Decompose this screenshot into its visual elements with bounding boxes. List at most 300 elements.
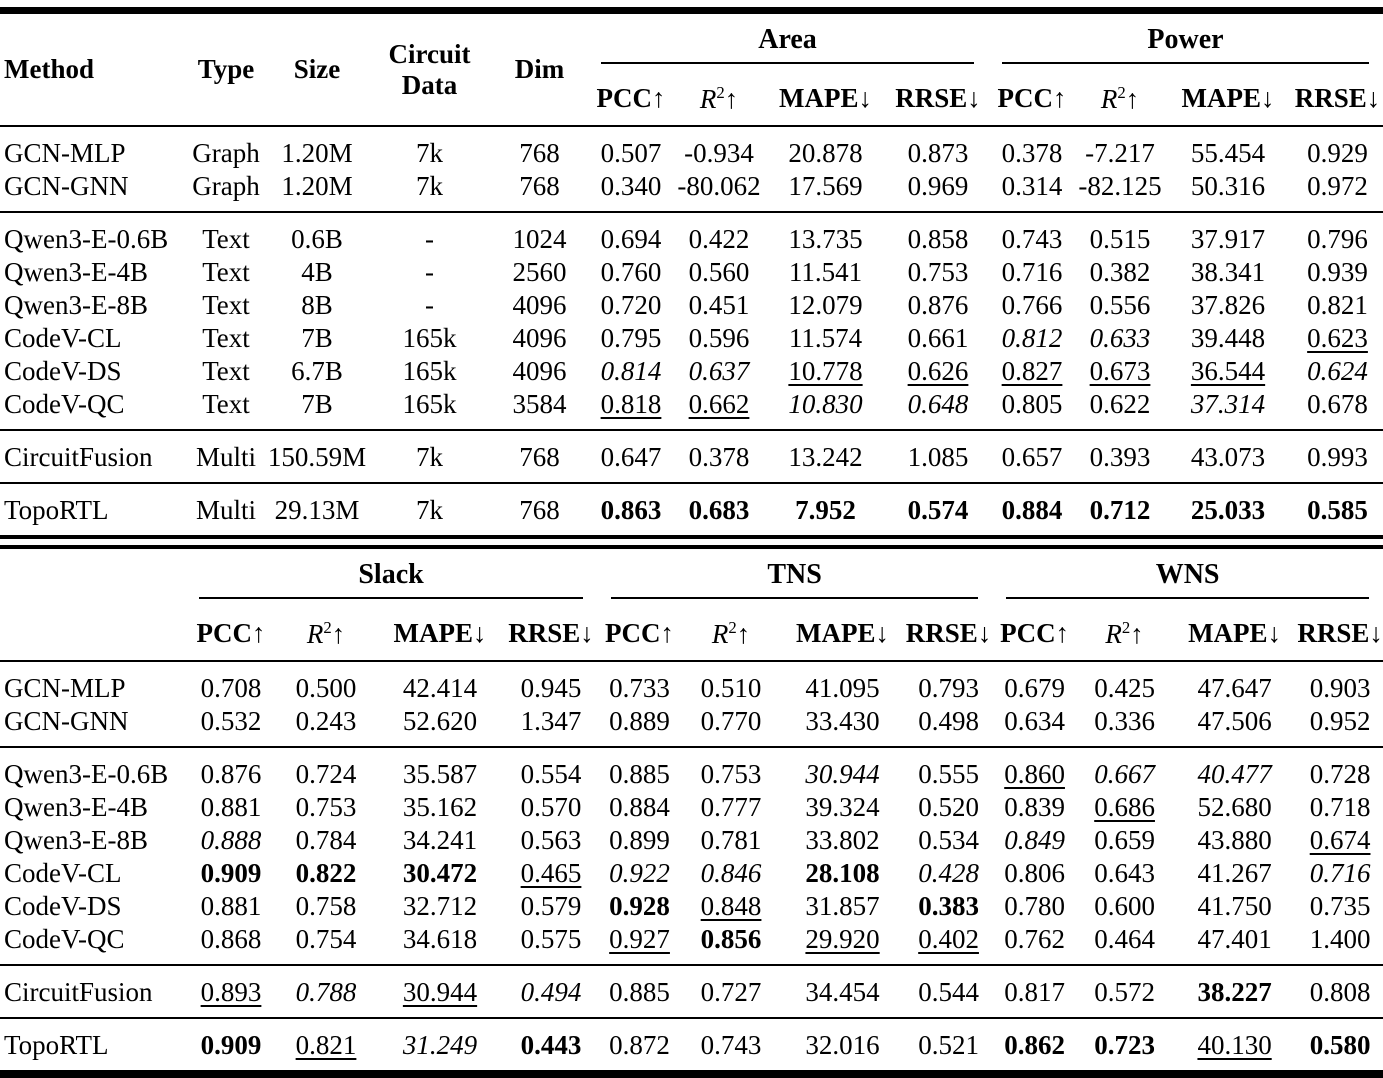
value-cell: 0.862: [1004, 1030, 1065, 1060]
value-cell: 0.758: [295, 891, 357, 921]
value-cell: 0.939: [1307, 257, 1368, 287]
type-cell: Multi: [195, 442, 256, 472]
value-cell: 10.830: [788, 389, 863, 419]
value-cell: 0.637: [688, 356, 750, 386]
value-cell: 39.324: [805, 792, 880, 822]
value-cell: 0.814: [600, 356, 662, 386]
value-cell: 41.750: [1197, 891, 1272, 921]
value-cell: 47.647: [1197, 673, 1272, 703]
up-arrow-icon: ↑: [1053, 83, 1067, 113]
value-cell: 0.683: [688, 495, 750, 525]
value-cell: 0.556: [1089, 290, 1151, 320]
value-cell: 0.780: [1004, 891, 1065, 921]
metric-header-pcc: PCC↑: [605, 618, 675, 648]
method-cell: CodeV-QC: [4, 924, 125, 954]
value-cell: 0.909: [200, 1030, 262, 1060]
value-cell: 20.878: [788, 138, 863, 168]
up-arrow-icon: ↑: [652, 83, 666, 113]
value-cell: 11.574: [788, 323, 863, 353]
value-cell: 0.903: [1309, 673, 1371, 703]
type-cell: Text: [202, 257, 250, 287]
value-cell: 0.993: [1307, 442, 1368, 472]
value-cell: 0.812: [1001, 323, 1063, 353]
method-cell: Qwen3-E-8B: [4, 290, 148, 320]
value-cell: 0.927: [609, 924, 670, 954]
value-cell: 0.754: [295, 924, 357, 954]
value-cell: 0.863: [600, 495, 662, 525]
value-cell: 0.243: [295, 706, 357, 736]
method-cell: Qwen3-E-0.6B: [4, 759, 169, 789]
metric-header-r: $R^2↑$: [306, 617, 346, 649]
value-cell: 29.920: [805, 924, 880, 954]
table-row: [0, 212, 1383, 256]
value-cell: 0.555: [918, 759, 979, 789]
value-cell: 0.521: [918, 1030, 979, 1060]
value-cell: 41.267: [1197, 858, 1272, 888]
method-cell: CodeV-CL: [4, 858, 122, 888]
value-cell: 0.402: [918, 924, 979, 954]
value-cell: -7.217: [1085, 138, 1155, 168]
row-group: [0, 212, 1383, 430]
type-cell: Text: [202, 356, 250, 386]
value-cell: 0.378: [688, 442, 750, 472]
metric-header-mape: MAPE↓: [796, 618, 890, 648]
table-slack-tns-wns: [0, 549, 1383, 1070]
metric-header-pcc: PCC↑: [196, 618, 266, 648]
value-cell: 0.662: [688, 389, 750, 419]
method-cell: GCN-MLP: [4, 138, 126, 168]
row-group: [0, 747, 1383, 965]
value-cell: 0.532: [200, 706, 262, 736]
value-cell: 0.500: [295, 673, 357, 703]
value-cell: 0.952: [1309, 706, 1371, 736]
value-cell: 0.839: [1004, 792, 1065, 822]
value-cell: 50.316: [1190, 171, 1266, 201]
value-cell: 0.686: [1094, 792, 1155, 822]
metric-header-rrse: RRSE↓: [895, 83, 981, 113]
size-cell: 4B: [301, 257, 333, 287]
up-arrow-icon: ↑: [252, 618, 266, 648]
value-cell: 0.760: [600, 257, 662, 287]
value-cell: 0.808: [1309, 977, 1371, 1007]
value-cell: 0.888: [200, 825, 262, 855]
dim-cell: 4096: [512, 290, 567, 320]
table1-group-header-row: [0, 14, 1383, 72]
circuit-data-line2: Data: [401, 69, 458, 100]
table2-metric-header-row: [0, 607, 1383, 661]
value-cell: 0.889: [609, 706, 670, 736]
value-cell: 0.881: [200, 891, 262, 921]
row-group: [0, 430, 1383, 483]
value-cell: 0.443: [520, 1030, 582, 1060]
value-cell: 0.733: [609, 673, 670, 703]
value-cell: 0.575: [520, 924, 582, 954]
value-cell: 0.520: [918, 792, 979, 822]
value-cell: 0.657: [1001, 442, 1063, 472]
slack-group-label: Slack: [199, 557, 583, 599]
value-cell: 0.909: [200, 858, 262, 888]
size-cell: 1.20M: [281, 138, 353, 168]
type-cell: Text: [202, 224, 250, 254]
value-cell: 0.720: [600, 290, 662, 320]
value-cell: 37.917: [1190, 224, 1266, 254]
table-row: [0, 289, 1383, 322]
up-arrow-icon: ↑: [660, 618, 675, 648]
method-cell: CodeV-CL: [4, 323, 122, 353]
value-cell: 0.743: [1001, 224, 1063, 254]
value-cell: 0.884: [1001, 495, 1063, 525]
power-group-label: Power: [1002, 22, 1369, 64]
value-cell: 0.818: [600, 389, 662, 419]
method-cell: CodeV-DS: [4, 891, 122, 921]
value-cell: 1.347: [520, 706, 582, 736]
table-separator-double-rule: [0, 535, 1383, 549]
value-cell: 0.735: [1309, 891, 1371, 921]
value-cell: 0.743: [700, 1030, 762, 1060]
row-group: [0, 126, 1383, 212]
up-arrow-icon: ↑: [1125, 83, 1140, 114]
value-cell: 11.541: [788, 257, 863, 287]
row-group: [0, 1018, 1383, 1070]
value-cell: 0.422: [688, 224, 750, 254]
table-row: [0, 857, 1383, 890]
value-cell: 40.130: [1197, 1030, 1272, 1060]
group-header-power: [988, 14, 1383, 72]
top-rule: [0, 7, 1383, 14]
value-cell: 0.881: [200, 792, 262, 822]
value-cell: 0.781: [700, 825, 762, 855]
value-cell: 0.821: [295, 1030, 357, 1060]
value-cell: 28.108: [805, 858, 880, 888]
value-cell: 47.401: [1197, 924, 1272, 954]
circuit-data-cell: -: [425, 224, 434, 254]
value-cell: 38.341: [1190, 257, 1266, 287]
value-cell: 31.249: [402, 1030, 478, 1060]
circuit-data-cell: 165k: [402, 323, 457, 353]
value-cell: 0.876: [907, 290, 969, 320]
value-cell: 7.952: [795, 495, 856, 525]
size-cell: 29.13M: [274, 495, 360, 525]
table-row: [0, 483, 1383, 535]
dim-cell: 4096: [512, 323, 567, 353]
value-cell: 0.708: [200, 673, 262, 703]
down-arrow-icon: ↓: [858, 83, 872, 113]
table-row: [0, 747, 1383, 791]
value-cell: 0.679: [1004, 673, 1065, 703]
value-cell: 0.678: [1307, 389, 1368, 419]
size-cell: 8B: [301, 290, 333, 320]
value-cell: 34.618: [402, 924, 478, 954]
value-cell: 10.778: [788, 356, 863, 386]
down-arrow-icon: ↓: [1366, 83, 1381, 113]
value-cell: -0.934: [684, 138, 754, 168]
bottom-rule: [0, 1070, 1383, 1078]
group-header-slack: [185, 549, 597, 607]
value-cell: 30.944: [805, 759, 880, 789]
value-cell: 0.885: [609, 977, 670, 1007]
table-area-power: [0, 14, 1383, 535]
value-cell: 0.777: [700, 792, 762, 822]
value-cell: 0.498: [918, 706, 979, 736]
down-arrow-icon: ↓: [875, 618, 890, 648]
value-cell: 0.648: [907, 389, 969, 419]
col-header-type: Type: [197, 54, 255, 84]
value-cell: 0.793: [918, 673, 979, 703]
value-cell: 0.674: [1309, 825, 1371, 855]
type-cell: Graph: [192, 138, 260, 168]
value-cell: 34.241: [402, 825, 478, 855]
value-cell: 13.735: [788, 224, 863, 254]
value-cell: 0.724: [295, 759, 357, 789]
table-row: [0, 322, 1383, 355]
circuit-data-cell: 7k: [416, 442, 443, 472]
table-row: [0, 661, 1383, 705]
value-cell: 0.716: [1001, 257, 1063, 287]
circuit-data-cell: -: [425, 290, 434, 320]
table-row: [0, 388, 1383, 430]
value-cell: 0.899: [609, 825, 670, 855]
value-cell: 0.622: [1089, 389, 1151, 419]
down-arrow-icon: ↓: [1261, 83, 1275, 113]
table-row: [0, 890, 1383, 923]
method-cell: TopoRTL: [4, 1030, 109, 1060]
value-cell: 42.414: [402, 673, 478, 703]
value-cell: 0.694: [600, 224, 662, 254]
metric-header-mape: MAPE↓: [1181, 83, 1275, 113]
value-cell: 0.860: [1004, 759, 1065, 789]
metric-header-rrse: RRSE↓: [508, 618, 594, 648]
value-cell: 0.822: [295, 858, 357, 888]
circuit-data-cell: 165k: [402, 356, 457, 386]
value-cell: 13.242: [788, 442, 863, 472]
table-row: [0, 824, 1383, 857]
table-row: [0, 965, 1383, 1018]
value-cell: 0.643: [1094, 858, 1155, 888]
circuit-data-cell: 7k: [416, 171, 443, 201]
area-group-label: Area: [601, 22, 974, 64]
value-cell: 37.826: [1190, 290, 1266, 320]
up-arrow-icon: ↑: [1055, 618, 1070, 648]
down-arrow-icon: ↓: [1369, 618, 1383, 648]
up-arrow-icon: ↑: [1130, 618, 1144, 649]
value-cell: 0.314: [1001, 171, 1063, 201]
value-cell: 0.673: [1089, 356, 1151, 386]
value-cell: 0.872: [609, 1030, 670, 1060]
up-arrow-icon: ↑: [331, 618, 346, 649]
metric-header-r: $R^2↑$: [1105, 617, 1144, 649]
table-row: [0, 1018, 1383, 1070]
dim-cell: 1024: [512, 224, 567, 254]
value-cell: 36.544: [1190, 356, 1266, 386]
value-cell: 52.680: [1197, 792, 1272, 822]
metric-header-pcc: PCC↑: [596, 83, 666, 113]
value-cell: 41.095: [805, 673, 880, 703]
value-cell: 0.336: [1094, 706, 1155, 736]
col-header-circuit-data: [367, 14, 492, 126]
type-cell: Text: [202, 389, 250, 419]
value-cell: 0.827: [1001, 356, 1063, 386]
dim-cell: 768: [519, 138, 560, 168]
table-row: [0, 705, 1383, 747]
size-cell: 7B: [301, 323, 333, 353]
value-cell: 0.796: [1307, 224, 1368, 254]
value-cell: 0.494: [520, 977, 582, 1007]
value-cell: 0.884: [609, 792, 670, 822]
down-arrow-icon: ↓: [580, 618, 594, 648]
metric-header-rrse: RRSE↓: [1297, 618, 1383, 648]
method-cell: GCN-GNN: [4, 171, 129, 201]
value-cell: 43.880: [1197, 825, 1272, 855]
value-cell: 0.893: [200, 977, 262, 1007]
table2-header: [0, 549, 1383, 661]
tns-group-label: TNS: [611, 557, 978, 599]
metric-header-mape: MAPE↓: [1188, 618, 1282, 648]
down-arrow-icon: ↓: [967, 83, 981, 113]
value-cell: 0.876: [200, 759, 262, 789]
circuit-data-cell: 165k: [402, 389, 457, 419]
value-cell: 0.563: [520, 825, 582, 855]
value-cell: 40.477: [1197, 759, 1272, 789]
size-cell: 0.6B: [291, 224, 343, 254]
value-cell: 0.580: [1309, 1030, 1371, 1060]
value-cell: 0.585: [1307, 495, 1368, 525]
col-header-empty: [0, 549, 185, 661]
col-header-method: Method: [4, 54, 94, 84]
value-cell: 47.506: [1197, 706, 1272, 736]
value-cell: 0.753: [295, 792, 357, 822]
value-cell: 0.534: [918, 825, 979, 855]
value-cell: 0.507: [600, 138, 662, 168]
metric-header-pcc: PCC↑: [997, 83, 1067, 113]
value-cell: 0.425: [1094, 673, 1155, 703]
value-cell: 0.579: [520, 891, 582, 921]
value-cell: 0.972: [1307, 171, 1368, 201]
type-cell: Text: [202, 323, 250, 353]
value-cell: 0.451: [688, 290, 750, 320]
value-cell: 0.873: [907, 138, 969, 168]
type-cell: Text: [202, 290, 250, 320]
down-arrow-icon: ↓: [1267, 618, 1282, 648]
value-cell: 0.770: [700, 706, 762, 736]
value-cell: 0.856: [700, 924, 762, 954]
value-cell: 0.784: [295, 825, 357, 855]
value-cell: 0.428: [918, 858, 979, 888]
value-cell: 0.378: [1001, 138, 1063, 168]
value-cell: 35.162: [402, 792, 478, 822]
value-cell: 0.821: [1307, 290, 1368, 320]
value-cell: 0.885: [609, 759, 670, 789]
metric-header-rrse: RRSE↓: [905, 618, 992, 648]
value-cell: 0.554: [520, 759, 582, 789]
table-row: [0, 126, 1383, 170]
value-cell: 0.634: [1004, 706, 1065, 736]
table-row: [0, 430, 1383, 483]
group-header-area: [587, 14, 988, 72]
col-header-dim: Dim: [514, 54, 565, 84]
value-cell: 0.723: [1094, 1030, 1155, 1060]
value-cell: 0.574: [907, 495, 969, 525]
metric-header-rrse: RRSE↓: [1294, 83, 1381, 113]
value-cell: 0.560: [688, 257, 750, 287]
circuit-data-cell: 7k: [416, 495, 443, 525]
method-cell: CircuitFusion: [4, 977, 153, 1007]
size-cell: 1.20M: [281, 171, 353, 201]
value-cell: 0.340: [600, 171, 662, 201]
value-cell: 0.572: [1094, 977, 1155, 1007]
value-cell: 0.510: [700, 673, 762, 703]
table-row: [0, 923, 1383, 965]
dim-cell: 768: [519, 171, 560, 201]
value-cell: 0.393: [1089, 442, 1151, 472]
method-cell: TopoRTL: [4, 495, 109, 525]
value-cell: 0.969: [907, 171, 969, 201]
value-cell: 1.400: [1309, 924, 1371, 954]
method-cell: CircuitFusion: [4, 442, 153, 472]
value-cell: 0.626: [907, 356, 969, 386]
value-cell: 0.762: [1004, 924, 1065, 954]
value-cell: 0.465: [520, 858, 582, 888]
value-cell: 0.464: [1094, 924, 1155, 954]
metric-header-r: $R^2↑$: [699, 82, 739, 114]
value-cell: 0.600: [1094, 891, 1155, 921]
down-arrow-icon: ↓: [472, 618, 487, 648]
value-cell: 0.766: [1001, 290, 1063, 320]
value-cell: 32.712: [402, 891, 478, 921]
method-cell: GCN-GNN: [4, 706, 129, 736]
method-cell: Qwen3-E-0.6B: [4, 224, 169, 254]
value-cell: 0.647: [600, 442, 662, 472]
value-cell: 0.929: [1307, 138, 1368, 168]
metric-header-mape: MAPE↓: [393, 618, 487, 648]
down-arrow-icon: ↓: [977, 618, 992, 648]
value-cell: 0.806: [1004, 858, 1065, 888]
dim-cell: 768: [519, 495, 560, 525]
value-cell: 34.454: [805, 977, 880, 1007]
value-cell: 52.620: [402, 706, 478, 736]
table-row: [0, 791, 1383, 824]
row-group: [0, 965, 1383, 1018]
value-cell: -80.062: [677, 171, 761, 201]
value-cell: 0.596: [688, 323, 750, 353]
method-cell: Qwen3-E-4B: [4, 257, 148, 287]
size-cell: 150.59M: [267, 442, 367, 472]
value-cell: 33.430: [805, 706, 880, 736]
value-cell: 0.382: [1089, 257, 1151, 287]
row-group: [0, 483, 1383, 535]
wns-group-label: WNS: [1006, 557, 1369, 599]
table2-group-header-row: [0, 549, 1383, 607]
group-header-wns: [992, 549, 1383, 607]
value-cell: 0.817: [1004, 977, 1065, 1007]
type-cell: Multi: [195, 495, 256, 525]
value-cell: 0.795: [600, 323, 662, 353]
metric-header-r: $R^2↑$: [711, 617, 751, 649]
value-cell: 0.858: [907, 224, 969, 254]
value-cell: 0.667: [1094, 759, 1155, 789]
value-cell: 31.857: [805, 891, 880, 921]
value-cell: 0.753: [700, 759, 762, 789]
value-cell: 0.623: [1307, 323, 1368, 353]
method-cell: CodeV-DS: [4, 356, 122, 386]
value-cell: 0.659: [1094, 825, 1155, 855]
value-cell: 0.624: [1307, 356, 1368, 386]
value-cell: 0.515: [1089, 224, 1151, 254]
value-cell: 35.587: [402, 759, 478, 789]
value-cell: 0.849: [1004, 825, 1065, 855]
value-cell: 0.788: [295, 977, 357, 1007]
table-row: [0, 170, 1383, 212]
method-cell: CodeV-QC: [4, 389, 125, 419]
